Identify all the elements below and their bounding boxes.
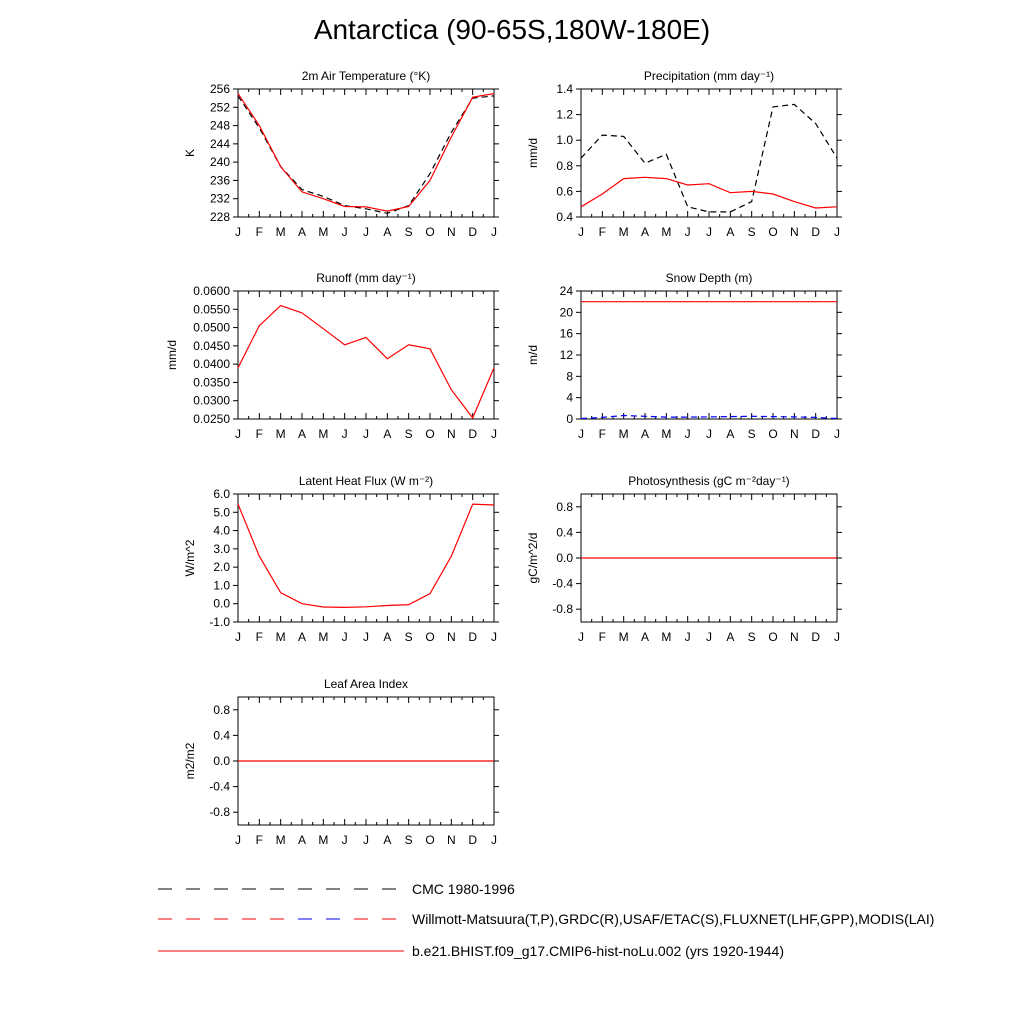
y-tick-label: 6.0	[213, 487, 230, 501]
chart-panel-7	[183, 677, 499, 847]
x-tick-label: N	[446, 427, 456, 441]
x-tick-label: F	[255, 427, 264, 441]
x-tick-label: M	[275, 225, 286, 239]
legend-label: Willmott-Matsuura(T,P),GRDC(R),USAF/ETAC(S),FLUXNET(LHF,GPP),MODIS(LAI)	[412, 911, 935, 927]
y-tick-label: 20	[559, 305, 573, 320]
y-tick-label: 0.0	[556, 551, 573, 565]
x-tick-label: J	[706, 427, 712, 441]
chart-panel-3	[165, 271, 499, 441]
x-tick-label: A	[726, 427, 735, 441]
x-tick-label: J	[363, 427, 369, 441]
x-tick-label: A	[640, 630, 650, 644]
chart-title: Leaf Area Index	[323, 677, 409, 691]
x-tick-label: M	[275, 833, 286, 847]
series-line-model	[238, 94, 494, 212]
x-tick-label: N	[446, 630, 456, 644]
x-tick-label: J	[491, 630, 497, 644]
x-tick-label: O	[425, 427, 435, 441]
x-tick-label: M	[318, 833, 329, 847]
y-tick-label: 0.8	[556, 499, 573, 514]
y-tick-label: 240	[209, 155, 230, 170]
x-tick-label: J	[684, 427, 691, 441]
x-tick-label: D	[811, 225, 821, 239]
x-tick-label: M	[275, 427, 286, 441]
y-tick-label: -0.4	[209, 779, 230, 794]
y-tick-label: 248	[209, 118, 230, 133]
x-tick-label: O	[768, 427, 778, 441]
x-tick-label: J	[684, 630, 691, 644]
y-tick-label: 1.2	[556, 107, 573, 122]
y-tick-label: 3.0	[213, 541, 230, 556]
x-tick-label: J	[363, 225, 369, 239]
y-tick-label: 1.4	[556, 82, 573, 96]
x-tick-label: A	[297, 630, 307, 644]
y-tick-label: -0.8	[552, 602, 573, 617]
series-line-model	[238, 306, 494, 418]
legend-label: b.e21.BHIST.f09_g17.CMIP6-hist-noLu.002 (yrs 1920-1944)	[412, 943, 784, 959]
x-tick-label: D	[468, 833, 478, 847]
chart-title: Photosynthesis (gC m⁻²day⁻¹)	[628, 474, 790, 488]
x-tick-label: S	[404, 833, 413, 847]
y-tick-label: 0.8	[213, 702, 230, 717]
x-tick-label: J	[363, 630, 369, 644]
chart-title: 2m Air Temperature (°K)	[301, 69, 431, 83]
x-tick-label: J	[341, 427, 348, 441]
y-tick-label: 8	[566, 369, 573, 384]
x-tick-label: F	[598, 225, 607, 239]
x-tick-label: F	[255, 630, 264, 644]
x-tick-label: M	[275, 630, 286, 644]
plot-frame	[581, 291, 837, 419]
plot-frame	[238, 89, 494, 217]
y-axis-label: m/d	[526, 344, 540, 366]
x-tick-label: J	[706, 630, 712, 644]
y-axis-label: mm/d	[526, 138, 540, 168]
x-tick-label: S	[747, 630, 756, 644]
x-tick-label: S	[404, 427, 413, 441]
x-tick-label: M	[318, 630, 329, 644]
chart-title: Snow Depth (m)	[665, 271, 753, 285]
y-tick-label: 228	[209, 210, 230, 224]
x-tick-label: J	[341, 833, 348, 847]
x-tick-label: O	[425, 630, 435, 644]
x-tick-label: N	[789, 630, 799, 644]
x-tick-label: M	[318, 427, 329, 441]
x-tick-label: O	[768, 225, 778, 239]
x-tick-label: A	[726, 225, 735, 239]
x-tick-label: A	[640, 427, 650, 441]
y-tick-label: 0.0250	[193, 412, 230, 426]
x-tick-label: J	[235, 833, 241, 847]
x-tick-label: M	[318, 225, 329, 239]
y-tick-label: 24	[559, 284, 573, 298]
page-title: Antarctica (90-65S,180W-180E)	[313, 14, 711, 45]
y-tick-label: 0.0500	[193, 320, 230, 335]
x-tick-label: N	[446, 225, 456, 239]
y-axis-label: K	[183, 148, 197, 158]
y-tick-label: -0.8	[209, 805, 230, 820]
y-tick-label: -0.4	[552, 576, 573, 591]
chart-panel-1	[183, 69, 499, 239]
y-axis-label: W/m^2	[183, 539, 197, 577]
x-tick-label: J	[341, 225, 348, 239]
chart-panel-2	[526, 69, 842, 239]
x-tick-label: D	[468, 225, 478, 239]
x-tick-label: D	[811, 630, 821, 644]
plot-frame	[238, 494, 494, 622]
x-tick-label: S	[404, 630, 413, 644]
y-axis-label: mm/d	[165, 340, 179, 370]
y-tick-label: 236	[209, 173, 230, 188]
chart-title: Precipitation (mm day⁻¹)	[643, 69, 775, 83]
legend-item	[158, 943, 784, 959]
x-tick-label: M	[661, 225, 672, 239]
x-tick-label: A	[383, 833, 392, 847]
x-tick-label: M	[618, 427, 629, 441]
y-tick-label: 16	[559, 326, 573, 341]
x-tick-label: F	[255, 225, 264, 239]
x-tick-label: J	[578, 630, 584, 644]
x-tick-label: J	[491, 833, 497, 847]
y-tick-label: 0.4	[556, 210, 573, 224]
y-tick-label: 256	[209, 82, 230, 96]
x-tick-label: J	[363, 833, 369, 847]
x-tick-label: N	[446, 833, 456, 847]
x-tick-label: S	[747, 225, 756, 239]
x-tick-label: N	[789, 427, 799, 441]
y-tick-label: 0.8	[556, 158, 573, 173]
x-tick-label: A	[383, 225, 392, 239]
x-tick-label: N	[789, 225, 799, 239]
x-tick-label: J	[706, 225, 712, 239]
x-tick-label: M	[661, 427, 672, 441]
x-tick-label: D	[811, 427, 821, 441]
x-tick-label: O	[768, 630, 778, 644]
x-tick-label: J	[834, 630, 840, 644]
x-tick-label: J	[578, 225, 584, 239]
x-tick-label: A	[383, 630, 392, 644]
plot-frame	[581, 89, 837, 217]
y-axis-label: m2/m2	[183, 742, 197, 780]
x-tick-label: J	[578, 427, 584, 441]
y-tick-label: 0.0600	[193, 284, 230, 298]
y-tick-label: 244	[209, 136, 230, 151]
y-tick-label: 4	[566, 390, 573, 405]
y-tick-label: 12	[559, 348, 573, 362]
y-tick-label: 1.0	[213, 578, 230, 593]
x-tick-label: J	[491, 225, 497, 239]
chart-title: Runoff (mm day⁻¹)	[316, 271, 416, 285]
y-tick-label: 0	[566, 412, 573, 426]
x-tick-label: D	[468, 427, 478, 441]
x-tick-label: A	[297, 427, 307, 441]
legend-item	[158, 881, 515, 897]
y-tick-label: 1.0	[556, 133, 573, 148]
x-tick-label: F	[255, 833, 264, 847]
y-tick-label: 0.0350	[193, 375, 230, 390]
y-tick-label: 0.6	[556, 184, 573, 199]
x-tick-label: D	[468, 630, 478, 644]
chart-panel-4	[526, 271, 842, 441]
x-tick-label: J	[341, 630, 348, 644]
x-tick-label: S	[404, 225, 413, 239]
y-tick-label: -1.0	[209, 615, 230, 629]
y-tick-label: 0.4	[213, 728, 230, 743]
series-line-model	[238, 504, 494, 607]
x-tick-label: M	[661, 630, 672, 644]
series-line-obs	[581, 104, 837, 211]
x-tick-label: M	[618, 630, 629, 644]
y-tick-label: 252	[209, 100, 230, 115]
y-tick-label: 0.0	[213, 596, 230, 611]
y-tick-label: 0.0400	[193, 357, 230, 372]
y-tick-label: 0.0300	[193, 393, 230, 408]
x-tick-label: J	[834, 225, 840, 239]
legend-label: CMC 1980-1996	[412, 881, 515, 897]
x-tick-label: A	[297, 833, 307, 847]
y-tick-label: 0.4	[556, 525, 573, 540]
series-line-model	[581, 177, 837, 208]
y-tick-label: 4.0	[213, 523, 230, 538]
x-tick-label: M	[618, 225, 629, 239]
y-tick-label: 232	[209, 191, 230, 206]
x-tick-label: A	[297, 225, 307, 239]
x-tick-label: A	[640, 225, 650, 239]
y-tick-label: 0.0	[213, 754, 230, 768]
x-tick-label: J	[235, 225, 241, 239]
y-tick-label: 2.0	[213, 560, 230, 575]
x-tick-label: O	[425, 833, 435, 847]
y-tick-label: 0.0550	[193, 302, 230, 317]
x-tick-label: S	[747, 427, 756, 441]
x-tick-label: O	[425, 225, 435, 239]
x-tick-label: F	[598, 630, 607, 644]
chart-title: Latent Heat Flux (W m⁻²)	[298, 474, 434, 488]
x-tick-label: F	[598, 427, 607, 441]
x-tick-label: J	[491, 427, 497, 441]
x-tick-label: A	[726, 630, 735, 644]
x-tick-label: J	[235, 427, 241, 441]
series-line-obs	[238, 96, 494, 213]
chart-panel-6	[526, 474, 842, 644]
chart-panel-5	[183, 474, 499, 644]
y-tick-label: 0.0450	[193, 338, 230, 353]
x-tick-label: A	[383, 427, 392, 441]
y-axis-label: gC/m^2/d	[526, 532, 540, 584]
y-tick-label: 5.0	[213, 505, 230, 520]
x-tick-label: J	[235, 630, 241, 644]
legend-item	[158, 911, 934, 927]
x-tick-label: J	[834, 427, 840, 441]
x-tick-label: J	[684, 225, 691, 239]
